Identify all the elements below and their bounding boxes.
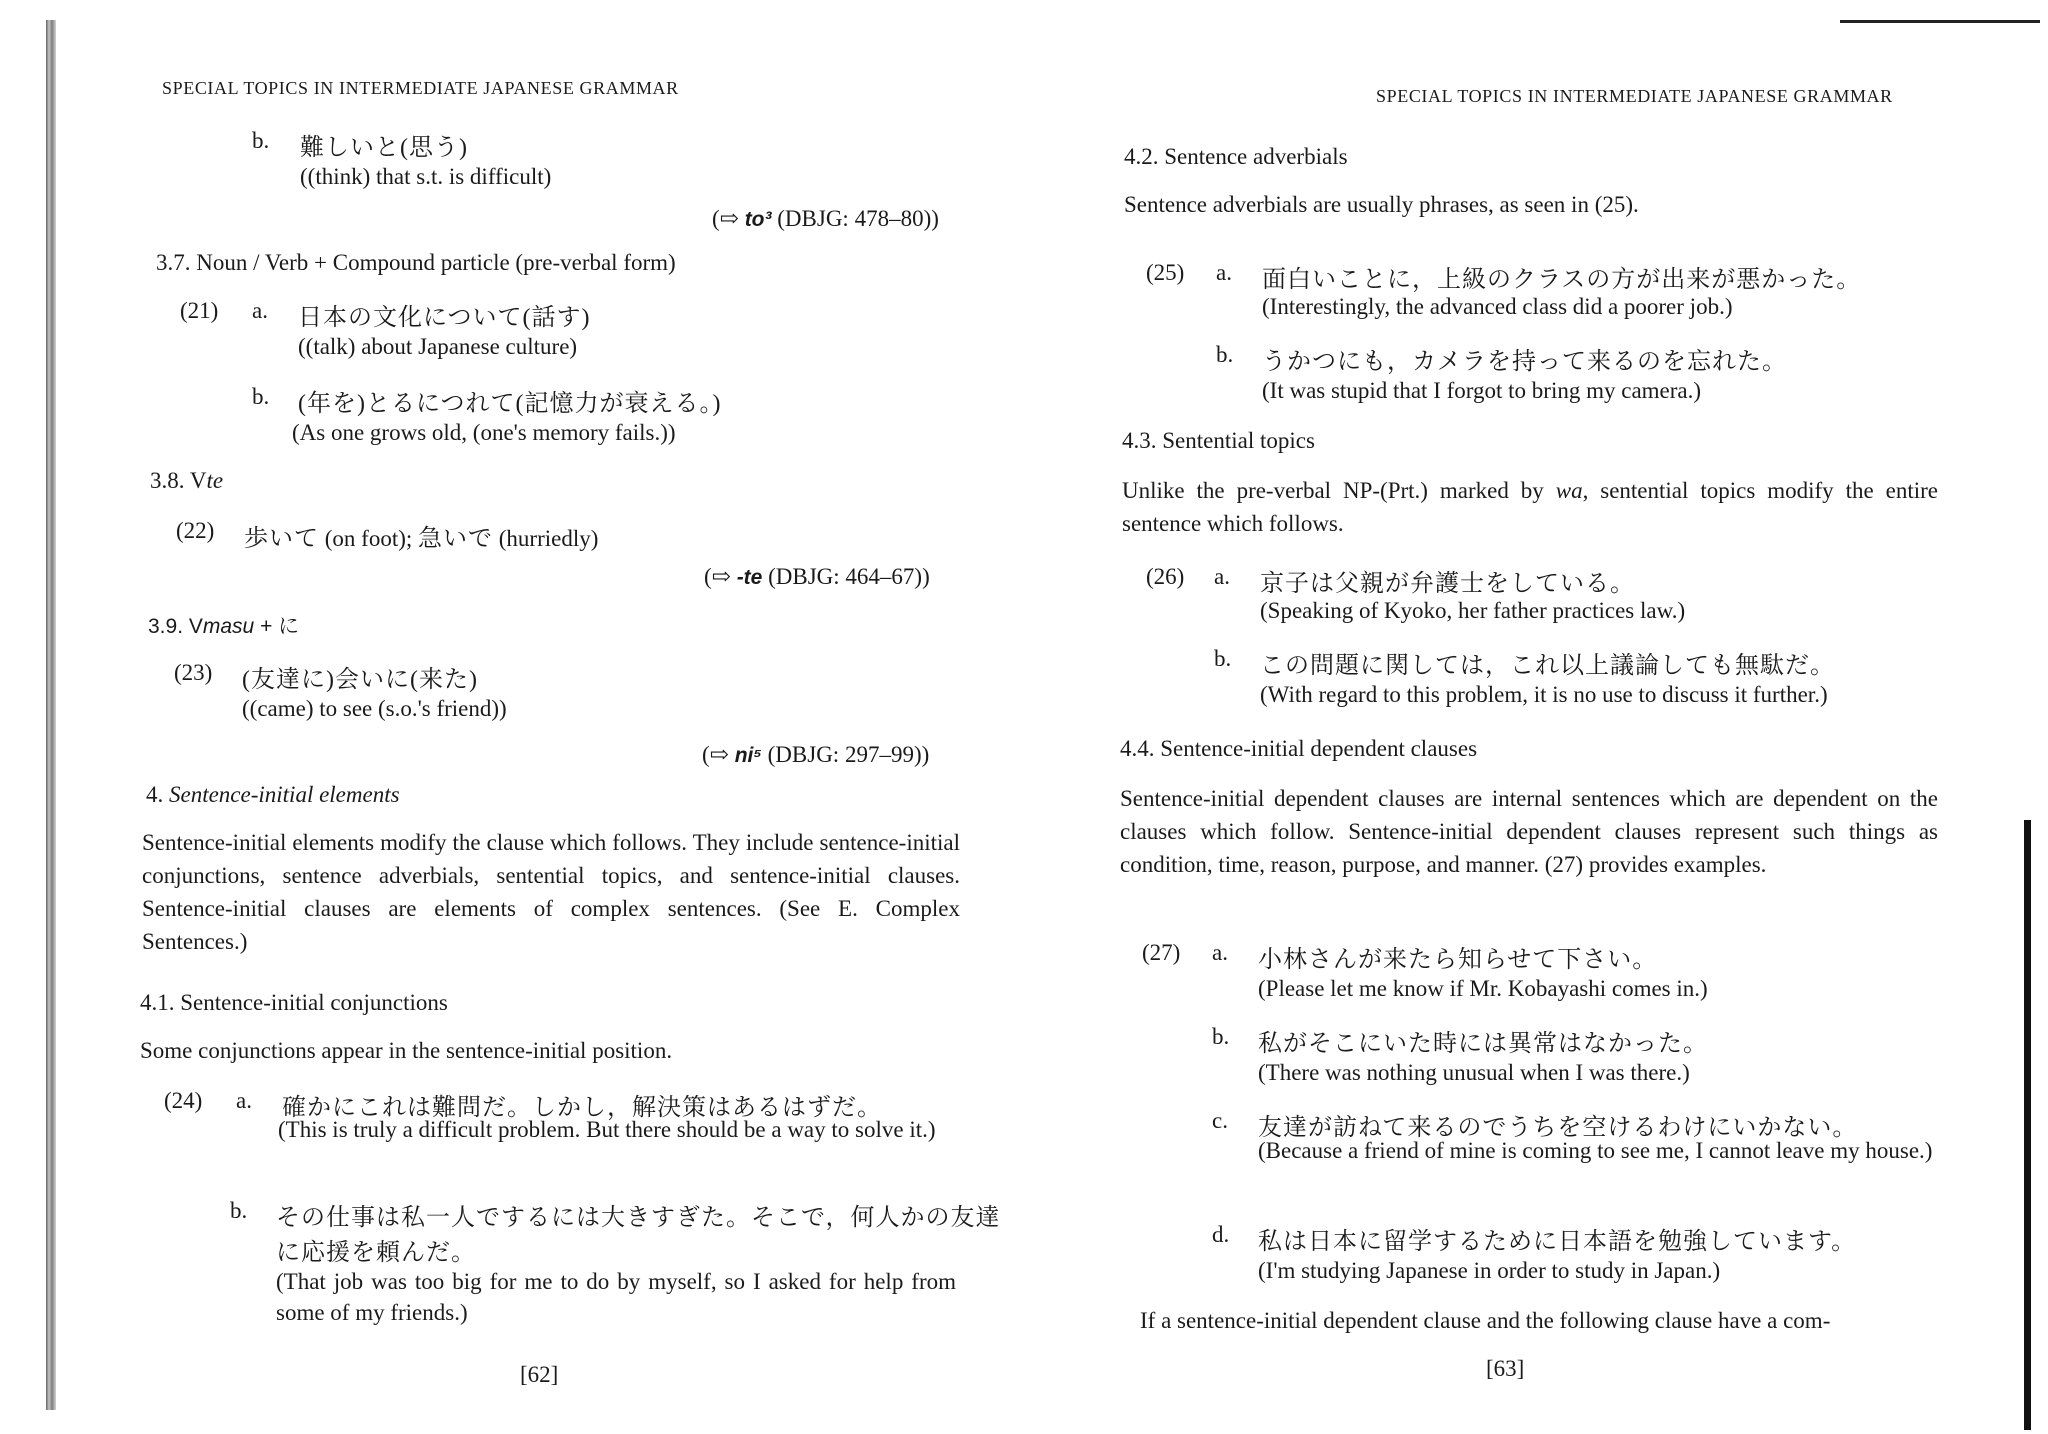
english-gloss: ((talk) about Japanese culture) xyxy=(298,334,578,359)
section-heading-3-9: 3.9. Vmasu + に xyxy=(148,615,300,638)
english-gloss: (That job was too big for me to do by myself, so I asked for help from some of my friends.) xyxy=(276,1269,956,1325)
example-label: d. xyxy=(1212,1222,1230,1247)
japanese-example: 京子は父親が弁護士をしている。 xyxy=(1260,571,1635,597)
section-heading-4-1: 4.1. Sentence-initial conjunctions xyxy=(140,990,448,1015)
running-header: SPECIAL TOPICS IN INTERMEDIATE JAPANESE GRAMMAR xyxy=(1376,86,1893,106)
japanese-example: 小林さんが来たら知らせて下さい。 xyxy=(1258,947,1658,973)
example-label: b. xyxy=(252,384,270,409)
cross-reference: (⇨ ni⁵ (DBJG: 297–99)) xyxy=(702,742,930,767)
english-gloss: ((came) to see (s.o.'s friend)) xyxy=(242,696,507,721)
example-label: a. xyxy=(1214,564,1230,589)
example-label: b. xyxy=(252,128,270,153)
cross-reference: (⇨ -te (DBJG: 464–67)) xyxy=(704,564,930,589)
japanese-example: 面白いことに，上級のクラスの方が出来が悪かった。 xyxy=(1262,267,1862,293)
example-label: b. xyxy=(1214,646,1232,671)
japanese-example: (友達に)会いに(来た) xyxy=(242,667,478,693)
english-gloss: (This is truly a difficult problem. But there should be a way to solve it.) xyxy=(278,1117,936,1142)
japanese-example: (年を)とるにつれて(記憶力が衰える。) xyxy=(298,391,722,417)
example-number: (27) xyxy=(1142,940,1181,965)
example-label: b. xyxy=(1212,1024,1230,1049)
section-heading-3-7: 3.7. Noun / Verb + Compound particle (pre-verbal form) xyxy=(156,250,676,275)
page-edge-shadow xyxy=(2024,820,2031,1430)
example-label: a. xyxy=(1216,260,1232,285)
right-page xyxy=(1024,0,2048,1434)
english-gloss: (Speaking of Kyoko, her father practices law.) xyxy=(1260,598,1686,623)
example-number: (26) xyxy=(1146,564,1185,589)
section-heading-4-4: 4.4. Sentence-initial dependent clauses xyxy=(1120,736,1478,761)
japanese-example: 友達が訪ねて来るのでうちを空けるわけにいかない。 xyxy=(1258,1115,1858,1141)
example-label: a. xyxy=(252,298,268,323)
example-number: (24) xyxy=(164,1088,203,1113)
page-number: [63] xyxy=(1486,1356,1525,1381)
english-gloss: ((think) that s.t. is difficult) xyxy=(300,164,552,189)
example-number: (22) xyxy=(176,518,215,543)
top-edge-rule xyxy=(1840,20,2040,23)
japanese-example: この問題に関しては，これ以上議論しても無駄だ。 xyxy=(1260,653,1835,679)
english-gloss: (There was nothing unusual when I was there.) xyxy=(1258,1060,1690,1085)
paragraph: If a sentence-initial dependent clause and the following clause have a com- xyxy=(1140,1308,1831,1333)
japanese-example: 難しいと(思う) xyxy=(300,135,468,161)
japanese-example: 私がそこにいた時には異常はなかった。 xyxy=(1258,1031,1708,1057)
paragraph: Some conjunctions appear in the sentence-initial position. xyxy=(140,1038,673,1063)
example-label: b. xyxy=(230,1198,248,1223)
japanese-example: その仕事は私一人でするには大きすぎた。そこで，何人かの友達 xyxy=(276,1205,1001,1231)
example-label: c. xyxy=(1212,1108,1228,1133)
section-heading-4: 4. Sentence-initial elements xyxy=(146,782,400,807)
japanese-example: 確かにこれは難問だ。しかし，解決策はあるはずだ。 xyxy=(282,1095,882,1121)
japanese-example: うかつにも，カメラを持って来るのを忘れた。 xyxy=(1262,349,1787,375)
running-header: SPECIAL TOPICS IN INTERMEDIATE JAPANESE GRAMMAR xyxy=(162,78,679,98)
example-label: a. xyxy=(236,1088,252,1113)
english-gloss: (Interestingly, the advanced class did a poorer job.) xyxy=(1262,294,1733,319)
section-heading-4-2: 4.2. Sentence adverbials xyxy=(1124,144,1348,169)
section-heading-4-3: 4.3. Sentential topics xyxy=(1122,428,1315,453)
english-gloss: (As one grows old, (one's memory fails.)) xyxy=(292,420,676,445)
japanese-example: に応援を頼んだ。 xyxy=(276,1240,476,1266)
example-label: b. xyxy=(1216,342,1234,367)
example-number: (25) xyxy=(1146,260,1185,285)
japanese-example: 日本の文化について(話す) xyxy=(298,305,591,331)
english-gloss: (With regard to this problem, it is no use to discuss it further.) xyxy=(1260,682,1828,707)
section-heading-3-8: 3.8. Vte xyxy=(150,468,224,493)
english-gloss: (I'm studying Japanese in order to study in Japan.) xyxy=(1258,1258,1721,1283)
example-number: (21) xyxy=(180,298,219,323)
example-line: 歩いて (on foot); 急いで (hurriedly) xyxy=(244,526,599,552)
paragraph: Sentence adverbials are usually phrases, as seen in (25). xyxy=(1124,192,1639,217)
english-gloss: (It was stupid that I forgot to bring my camera.) xyxy=(1262,378,1702,403)
japanese-example: 私は日本に留学するために日本語を勉強しています。 xyxy=(1258,1229,1857,1255)
example-number: (23) xyxy=(174,660,213,685)
cross-reference: (⇨ to³ (DBJG: 478–80)) xyxy=(712,206,939,231)
page-number: [62] xyxy=(520,1362,559,1387)
paragraph: Unlike the pre-verbal NP-(Prt.) marked by wa, sentential topics modify the entire sentence which follows. xyxy=(1122,478,1938,536)
book-spine-shadow xyxy=(46,20,56,1410)
example-label: a. xyxy=(1212,940,1228,965)
paragraph: Sentence-initial dependent clauses are internal sentences which are dependent on the clauses which follow. Sentence-initial dependent clauses represent such things as condition, time, reason, purpose, and manner. (27) provides examples. xyxy=(1120,786,1938,877)
paragraph: Sentence-initial elements modify the clause which follows. They include sentence-initial conjunctions, sentence adverbials, sentential topics, and sentence-initial clauses. Sentence-initial clauses are elements of complex sentences. (See E. Complex Sentences.) xyxy=(142,830,960,954)
english-gloss: (Because a friend of mine is coming to see me, I cannot leave my house.) xyxy=(1258,1138,1933,1163)
english-gloss: (Please let me know if Mr. Kobayashi comes in.) xyxy=(1258,976,1708,1001)
